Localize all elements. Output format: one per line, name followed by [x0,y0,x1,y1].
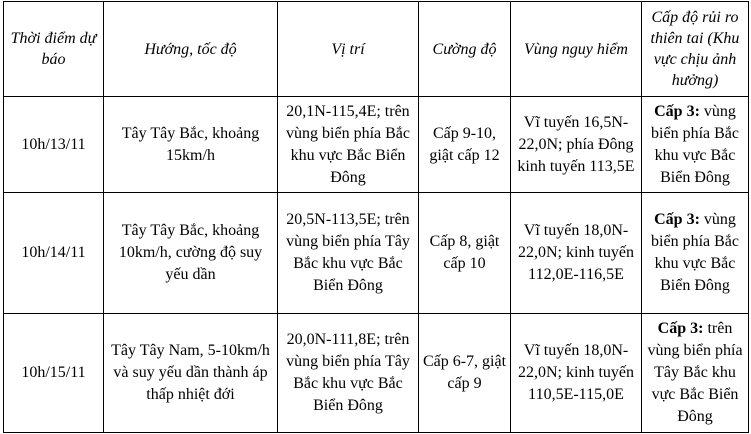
cell-danger-zone: Vĩ tuyến 18,0N-22,0N; kinh tuyến 110,5E-115,0E [511,314,642,433]
cell-danger-zone: Vĩ tuyến 16,5N-22,0N; phía Đông kinh tuyến 113,5E [511,97,642,193]
cell-position: 20,5N-113,5E; trên vùng biển phía Tây Bắc khu vực Bắc Biển Đông [278,193,419,314]
header-danger-zone: Vùng nguy hiểm [511,2,642,97]
forecast-table [3,1,749,433]
cell-risk [642,97,749,193]
table-row [4,314,749,433]
table-header-row [4,2,749,97]
cell-direction: Tây Tây Bắc, khoảng 15km/h [104,97,278,193]
header-direction-speed: Hướng, tốc độ [104,2,278,97]
cell-time: 10h/14/11 [4,193,104,314]
risk-level-label: Cấp 3: [654,211,700,228]
cell-time: 10h/13/11 [4,97,104,193]
risk-level-label: Cấp 3: [657,320,704,337]
cell-time: 10h/15/11 [4,314,104,433]
cell-position: 20,0N-111,8E; trên vùng biển phía Tây Bắc khu vực Bắc Biển Đông [278,314,419,433]
header-intensity: Cường độ [419,2,511,97]
cell-danger-zone: Vĩ tuyến 18,0N-22,0N; kinh tuyến 112,0E-116,5E [511,193,642,314]
header-position: Vị trí [278,2,419,97]
risk-area-text: vùng biển phía Bắc khu vực Bắc Biển Đông [651,211,739,294]
cell-direction: Tây Tây Nam, 5-10km/h và suy yếu dần thành áp thấp nhiệt đới [104,314,278,433]
header-forecast-time: Thời điểm dự báo [4,2,104,97]
cell-intensity: Cấp 8, giật cấp 10 [419,193,511,314]
header-risk-level: Cấp độ rủi ro thiên tai (Khu vực chịu ảnh hưởng) [642,2,749,97]
cell-intensity: Cấp 6-7, giật cấp 9 [419,314,511,433]
cell-direction: Tây Tây Bắc, khoảng 10km/h, cường độ suy yếu dần [104,193,278,314]
cell-position: 20,1N-115,4E; trên vùng biển phía Bắc khu vực Bắc Biển Đông [278,97,419,193]
cell-intensity: Cấp 9-10, giật cấp 12 [419,97,511,193]
table-row [4,193,749,314]
risk-level-label: Cấp 3: [654,102,700,120]
risk-area-text: vùng biển phía Bắc khu vực Bắc Biển Đông [651,102,739,186]
risk-area-text: trên vùng biển phía Tây Bắc khu vực Bắc Biển Đông [647,320,743,425]
cell-risk [642,193,749,314]
cell-risk [642,314,749,433]
table-row [4,97,749,193]
